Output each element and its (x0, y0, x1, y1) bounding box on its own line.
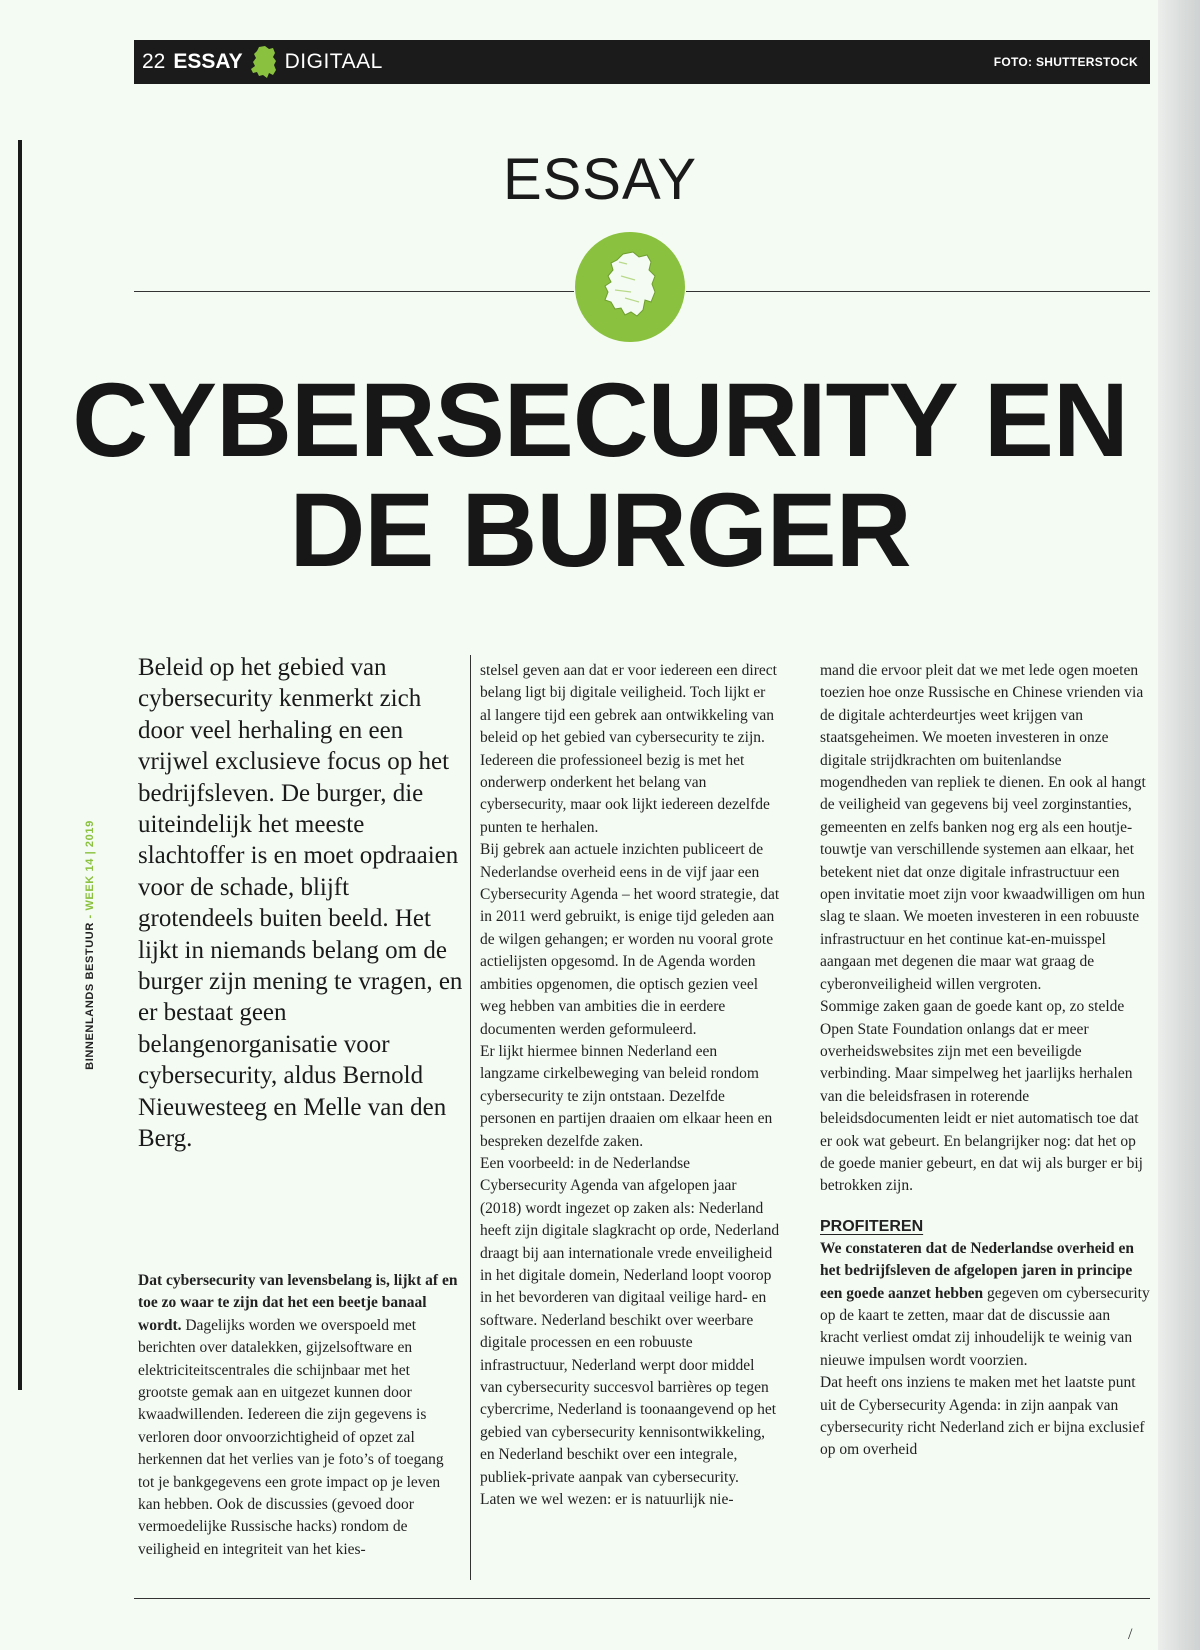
publication-side-label (84, 820, 96, 1070)
essay-label: ESSAY (502, 147, 698, 212)
column-3 (820, 660, 1150, 1462)
divider-rule-left (134, 291, 574, 292)
section-heading: PROFITEREN (820, 1217, 924, 1235)
body-text: gegeven om cybersecurity op de kaart te zetten, maar dat de discussie aan kracht verliest omdat zij inhoudelijk te weinig van nieuwe impulsen wordt voorzien. (820, 1284, 1150, 1369)
section-title: ESSAY (173, 50, 243, 73)
subsection-title: DIGITAAL (284, 50, 383, 73)
body-paragraph: mand die ervoor pleit dat we met lede ogen moeten toezien hoe onze Russische en Chinese vrienden via de digitale achterdeurtjes weet krijgen van staatsgeheimen. We moeten investeren in onze digitale strijdkrachten om buitenlandse mogendheden van repliek te dienen. En ook al hangt de veiligheid van gegevens bij veel zorginstanties, gemeenten en zelfs banken nog erg als een houtje-touwtje van verschillende systemen aan elkaar, het betekent niet dat onze digitale infrastructuur een open invitatie moet zijn voor kwaadwilligen om hun slag te slaan. We moeten investeren in een robuuste infrastructuur en het continue kat-en-muisspel aangaan met degenen die maar wat graag de cyberonveiligheid willen vergroten. (820, 662, 1146, 993)
header-bar (134, 40, 1150, 84)
bold-lead: We constateren dat de Nederlandse overheid en het bedrijfsleven de afgelopen jaren in principe een goede aanzet hebben (820, 1239, 1134, 1302)
body-paragraph: Bij gebrek aan actuele inzichten publiceert de Nederlandse overheid eens in de vijf jaar een Cybersecurity Agenda – het woord strategie, dat in 2011 werd gebruikt, is enige tijd geleden aan de wilgen gehangen; er worden nu vooral grote actielijsten opgesomd. In de Agenda worden ambities opgenomen, die optisch gezien veel weg hebben van ambities die in eerdere documenten werden geformuleerd. (480, 841, 780, 1038)
netherlands-map-icon (249, 45, 279, 79)
body-paragraph: Dat heeft ons inziens te maken met het laatste punt uit de Cybersecurity Agenda: in zijn aanpak van cybersecurity richt Nederland zich er bijna exclusief op om overheid (820, 1374, 1145, 1459)
lead-sentence: Dat cybersecurity van levensbelang is, lijkt af en toe zo waar te zijn dat het een beetje banaal wordt. (138, 1272, 458, 1334)
column-divider (470, 655, 471, 1580)
body-paragraph: stelsel geven aan dat er voor iedereen een direct belang ligt bij digitale veiligheid. Toch lijkt er al langere tijd een gebrek aan ontwikkeling van beleid op het gebied van cybersecurity te zijn. Iedereen die professioneel bezig is met het onderwerp onderkent het belang van cybersecurity, maar ook lijkt iedereen dezelfde punten te herhalen. (480, 662, 777, 836)
column-1 (138, 1270, 463, 1561)
publication-name: BINNENLANDS BESTUUR (84, 922, 96, 1070)
body-paragraph: Laten we wel wezen: er is natuurlijk nie- (480, 1491, 734, 1509)
article-headline: CYBERSECURITY EN DE BURGER (72, 362, 1128, 589)
page-number: 22 (142, 50, 166, 73)
netherlands-map-icon (575, 232, 685, 342)
issue-label: WEEK 14 | 2019 (84, 820, 96, 911)
article-intro: Beleid op het gebied van cybersecurity kenmerkt zich door veel herhaling en een vrijwel exclusieve focus op het bedrijfsleven. De burger, die uiteindelijk het meeste slachtoffer is en moet opdraaien voor de schade, blijft grotendeels buiten beeld. Het lijkt in niemands belang om de burger zijn mening te vragen, en er bestaat geen belangenorganisatie voor cybersecurity, aldus Bernold Nieuwesteeg en Melle van den Berg. (138, 654, 463, 1153)
binding-edge (18, 140, 22, 1390)
divider-rule-right (686, 291, 1150, 292)
body-paragraph: Sommige zaken gaan de goede kant op, zo stelde Open State Foundation onlangs dat er meer overheidswebsites zijn met een beveiligde verbinding. Maar simpelweg het jaarlijks herhalen van die beleidsfrasen in roterende beleidsdocumenten leidt er niet automatisch toe dat er ook wat gebeurt. En belangrijker nog: dat het op de goede manier gebeurt, en dat wij als burger er bij betrokken zijn. (820, 998, 1143, 1195)
photo-credit: FOTO: SHUTTERSTOCK (993, 55, 1138, 69)
body-paragraph: Er lijkt hiermee binnen Nederland een langzame cirkelbeweging van beleid rondom cybersecurity te zijn ontstaan. Dezelfde personen en partijen draaien om elkaar heen en bespreken dezelfde zaken. (480, 1042, 773, 1150)
body-paragraph (820, 1238, 1150, 1372)
side-label-separator: - (84, 910, 96, 923)
page-edge-shadow (1158, 0, 1200, 1650)
column-1-text: Dagelijks worden we overspoeld met berichten over datalekken, gijzelsoftware en elektriciteitscentrales die schijnbaar met het grootste gemak aan en uitgezet kunnen door kwaadwillenden. Iedereen die zijn gegevens is verloren door onvoorzichtigheid of opzet zal herkennen dat het verlies van je foto’s of toegang tot je bankgegevens een grote impact op je leven kan hebben. Ook de discussies (gevoed door vermoedelijke Russische hacks) rondom de veiligheid en integriteit van het kies- (138, 1316, 444, 1558)
bottom-rule (134, 1598, 1150, 1599)
column-1-paragraph (138, 1270, 463, 1561)
body-paragraph: Een voorbeeld: in de Nederlandse Cybersecurity Agenda van afgelopen jaar (2018) wordt ingezet op zaken als: Nederland heeft zijn digitale slagkracht op orde, Nederland draagt bij aan internationale vrede enveiligheid in het digitale domein, Nederland loopt voorop in het bevorderen van digitaal veilige hard- en software. Nederland beschikt over weerbare digitale processen en een robuuste infrastructuur, Nederland werpt door middel van cybersecurity succesvol barrières op tegen cybercrime, Nederland is toonaangevend op het gebied van cybersecurity kennisontwikkeling, en Nederland beschikt over een integrale, publiek-private aanpak van cybersecurity. (480, 1154, 780, 1486)
page-mark: / (1128, 1626, 1133, 1643)
column-2 (480, 660, 780, 1511)
